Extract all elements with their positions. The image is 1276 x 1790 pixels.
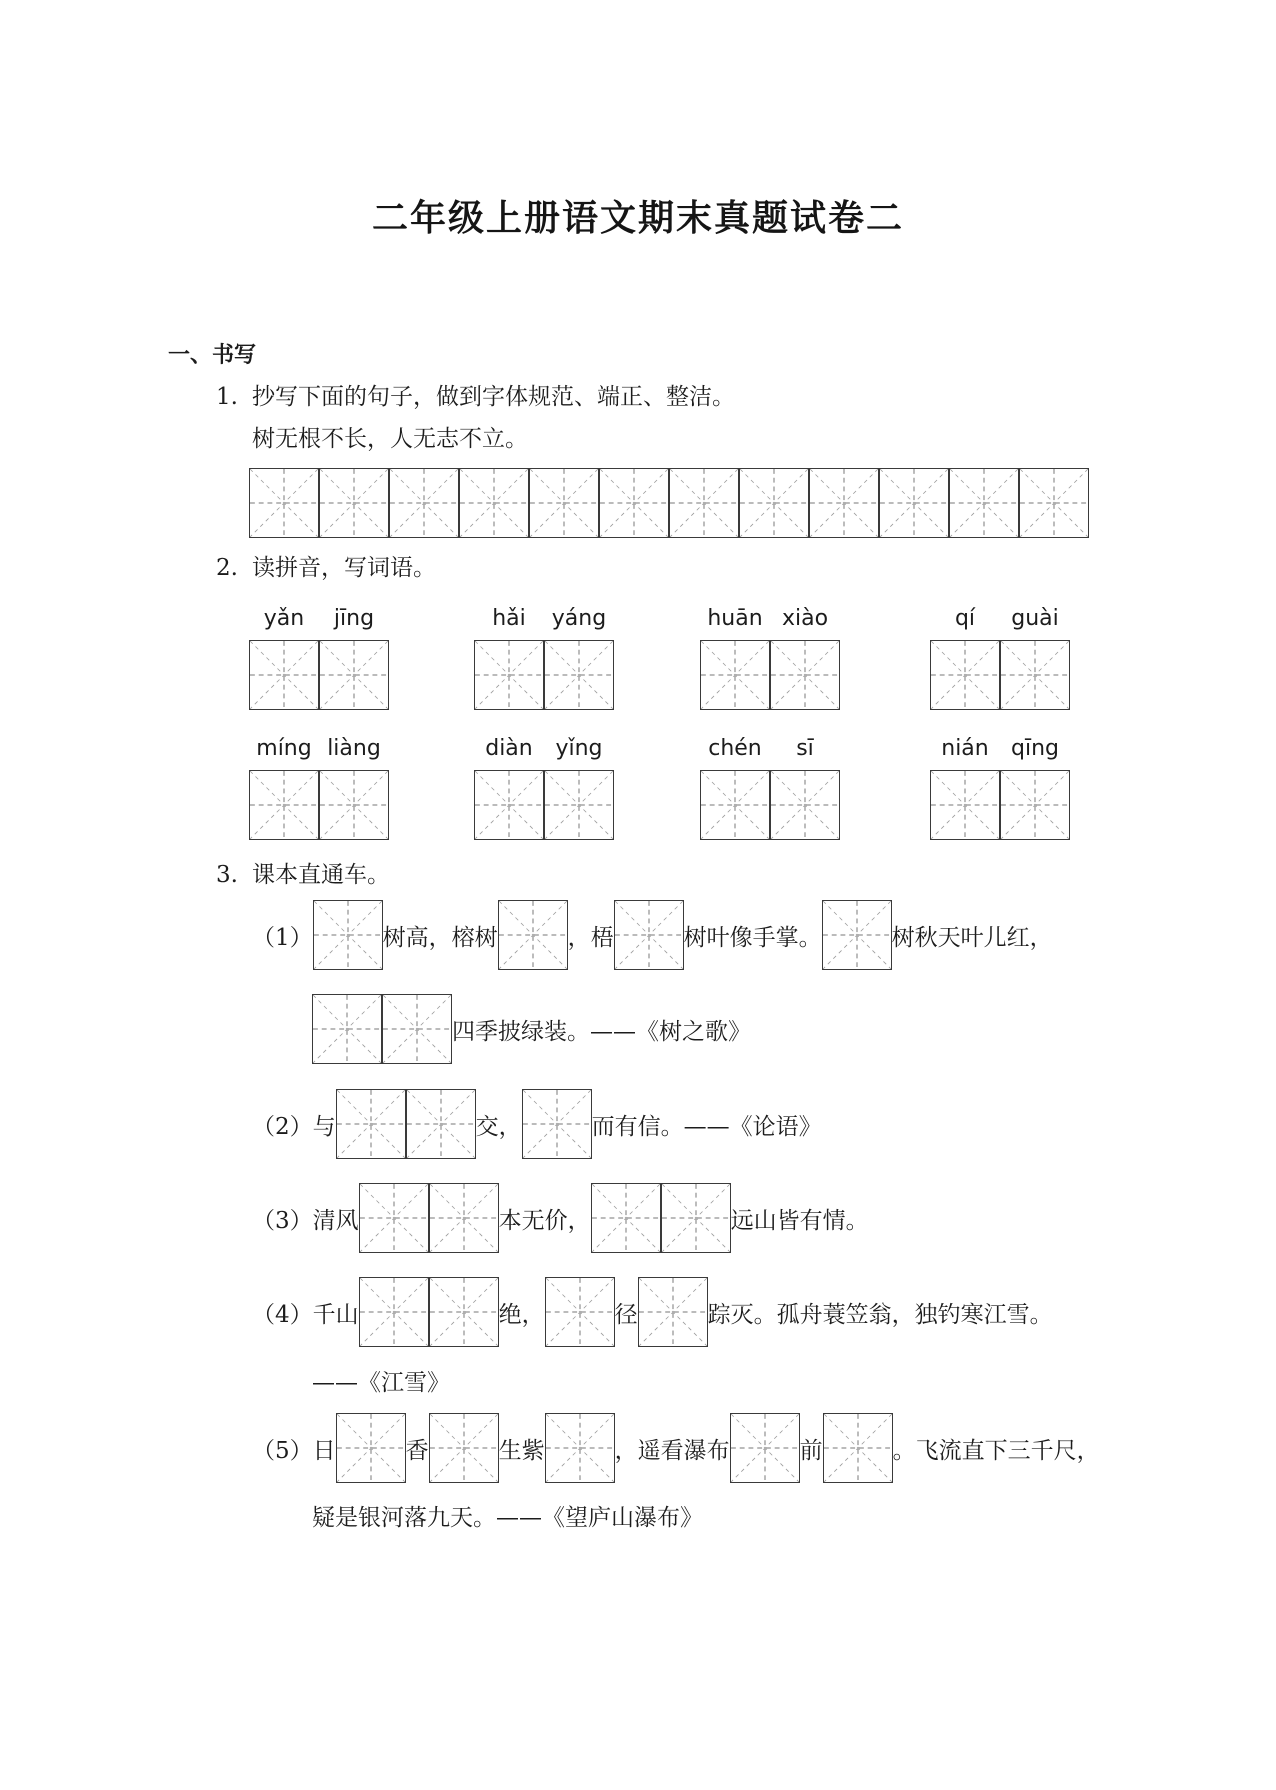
answer-box[interactable]	[545, 1413, 615, 1483]
answer-box[interactable]	[336, 1089, 406, 1159]
q3-instruction: 课本直通车。	[252, 862, 390, 888]
answer-box[interactable]	[823, 1413, 893, 1483]
q3-item-3-text-3: 远山皆有情。	[730, 1207, 869, 1234]
answer-box[interactable]	[522, 1089, 592, 1159]
pinyin-syllable: míng	[256, 736, 312, 761]
copy-box[interactable]	[319, 468, 389, 538]
q3-item-5-text-3: 生紫	[498, 1437, 545, 1464]
grid-guide-icon	[592, 1184, 660, 1252]
q1-number: 1.	[216, 384, 238, 410]
q3-item-4-text-2: 绝，	[498, 1301, 545, 1328]
grid-guide-icon	[383, 995, 451, 1063]
grid-guide-icon	[320, 771, 388, 839]
word-answer-box[interactable]	[770, 640, 840, 710]
q3-item-2-label: （2）	[252, 1113, 313, 1140]
grid-guide-icon	[701, 641, 769, 709]
grid-guide-icon	[931, 771, 999, 839]
pinyin-syllable: hǎi	[492, 606, 526, 631]
q3-item-4-text-1: 千山	[312, 1301, 359, 1328]
grid-guide-icon	[430, 1184, 498, 1252]
copy-box[interactable]	[529, 468, 599, 538]
grid-guide-icon	[600, 469, 668, 537]
grid-guide-icon	[390, 469, 458, 537]
q3-item-5-text-6: 。飞流直下三千尺，	[892, 1437, 1100, 1464]
q3-item-5	[252, 1412, 1100, 1484]
pinyin-syllable: huān	[707, 606, 763, 631]
word-answer-box[interactable]	[249, 640, 319, 710]
grid-guide-icon	[662, 1184, 730, 1252]
grid-guide-icon	[460, 469, 528, 537]
copy-box[interactable]	[599, 468, 669, 538]
grid-guide-icon	[313, 995, 381, 1063]
grid-guide-icon	[360, 1184, 428, 1252]
grid-guide-icon	[771, 771, 839, 839]
copy-box[interactable]	[389, 468, 459, 538]
grid-guide-icon	[546, 1414, 614, 1482]
q3-item-4-source: ——《江雪》	[312, 1370, 450, 1396]
answer-box[interactable]	[382, 994, 452, 1064]
q3-number: 3.	[216, 862, 238, 888]
q3-item-2	[252, 1088, 822, 1160]
q3-item-1-text-1: 树高，榕树	[382, 924, 498, 951]
grid-guide-icon	[320, 469, 388, 537]
grid-guide-icon	[615, 901, 683, 969]
word-answer-box[interactable]	[544, 770, 614, 840]
grid-guide-icon	[320, 641, 388, 709]
grid-guide-icon	[475, 641, 543, 709]
word-answer-box[interactable]	[1000, 770, 1070, 840]
grid-guide-icon	[360, 1278, 428, 1346]
pinyin-syllable: yǎn	[263, 606, 305, 631]
answer-box[interactable]	[312, 994, 382, 1064]
pinyin-syllable: guài	[1011, 606, 1059, 631]
q2-instruction: 读拼音，写词语。	[252, 555, 436, 581]
answer-box[interactable]	[359, 1183, 429, 1253]
pinyin-syllable: liàng	[327, 736, 381, 761]
answer-box[interactable]	[429, 1277, 499, 1347]
q3-item-3-text-2: 本无价，	[498, 1207, 591, 1234]
copy-box[interactable]	[879, 468, 949, 538]
q3-item-5-text-1: 日	[312, 1437, 336, 1464]
q3-item-4-label: （4）	[252, 1301, 313, 1328]
grid-guide-icon	[250, 641, 318, 709]
copy-box[interactable]	[739, 468, 809, 538]
q3-item-5-text-2: 香	[405, 1437, 429, 1464]
answer-box[interactable]	[591, 1183, 661, 1253]
copy-box[interactable]	[459, 468, 529, 538]
answer-box[interactable]	[406, 1089, 476, 1159]
grid-guide-icon	[337, 1414, 405, 1482]
answer-box[interactable]	[336, 1413, 406, 1483]
grid-guide-icon	[731, 1414, 799, 1482]
grid-guide-icon	[810, 469, 878, 537]
word-answer-box[interactable]	[474, 640, 544, 710]
grid-guide-icon	[337, 1090, 405, 1158]
q3-item-1-text-4: 树秋天叶儿红，	[891, 924, 1053, 951]
grid-guide-icon	[530, 469, 598, 537]
word-answer-box[interactable]	[319, 770, 389, 840]
q3-item-1-line2	[312, 993, 751, 1065]
answer-box[interactable]	[661, 1183, 731, 1253]
copy-box[interactable]	[809, 468, 879, 538]
q2-number: 2.	[216, 555, 238, 581]
grid-guide-icon	[250, 469, 318, 537]
word-answer-box[interactable]	[1000, 640, 1070, 710]
word-answer-box[interactable]	[930, 640, 1000, 710]
page-title: 二年级上册语文期末真题试卷二	[371, 198, 904, 239]
q3-item-1-label: （1）	[252, 924, 313, 951]
q3-item-3	[252, 1182, 869, 1254]
word-answer-box[interactable]	[249, 770, 319, 840]
grid-guide-icon	[950, 469, 1018, 537]
word-answer-box[interactable]	[700, 640, 770, 710]
answer-box[interactable]	[313, 900, 383, 970]
pinyin-syllable: yǐng	[555, 736, 603, 761]
q3-item-4	[252, 1276, 1053, 1348]
answer-box[interactable]	[730, 1413, 800, 1483]
word-answer-box[interactable]	[319, 640, 389, 710]
grid-guide-icon	[670, 469, 738, 537]
grid-guide-icon	[499, 901, 567, 969]
q3-item-2-text-3: 而有信。——《论语》	[591, 1113, 822, 1140]
grid-guide-icon	[824, 1414, 892, 1482]
answer-box[interactable]	[638, 1277, 708, 1347]
q3-item-1	[252, 899, 1053, 971]
grid-guide-icon	[880, 469, 948, 537]
pinyin-syllable: diàn	[485, 736, 533, 761]
word-answer-box[interactable]	[544, 640, 614, 710]
grid-guide-icon	[1001, 771, 1069, 839]
q3-item-3-text-1: 清风	[312, 1207, 359, 1234]
copy-box[interactable]	[669, 468, 739, 538]
grid-guide-icon	[1020, 469, 1088, 537]
answer-box[interactable]	[359, 1277, 429, 1347]
q3-item-2-text-2: 交，	[475, 1113, 522, 1140]
q3-item-3-label: （3）	[252, 1207, 313, 1234]
pinyin-syllable: chén	[708, 736, 762, 761]
answer-box[interactable]	[429, 1183, 499, 1253]
copy-box[interactable]	[949, 468, 1019, 538]
word-answer-box[interactable]	[474, 770, 544, 840]
answer-box[interactable]	[498, 900, 568, 970]
answer-box[interactable]	[614, 900, 684, 970]
grid-guide-icon	[475, 771, 543, 839]
q3-item-1-text-5: 四季披绿装。——《树之歌》	[452, 1018, 751, 1045]
grid-guide-icon	[931, 641, 999, 709]
pinyin-syllable: qí	[954, 606, 976, 631]
q3-item-5-label: （5）	[252, 1437, 313, 1464]
answer-box[interactable]	[429, 1413, 499, 1483]
grid-guide-icon	[546, 1278, 614, 1346]
q1-sentence: 树无根不长，人无志不立。	[252, 426, 528, 452]
copy-box[interactable]	[249, 468, 319, 538]
q1-instruction: 抄写下面的句子，做到字体规范、端正、整洁。	[252, 384, 735, 410]
grid-guide-icon	[639, 1278, 707, 1346]
q3-item-1-text-2: ，梧	[567, 924, 614, 951]
pinyin-syllable: yáng	[551, 606, 607, 631]
q3-item-4-text-4: 踪灭。孤舟蓑笠翁，独钓寒江雪。	[707, 1301, 1053, 1328]
grid-guide-icon	[701, 771, 769, 839]
word-answer-box[interactable]	[700, 770, 770, 840]
q3-item-4-text-3: 径	[614, 1301, 638, 1328]
pinyin-syllable: qīng	[1011, 736, 1059, 761]
answer-box[interactable]	[822, 900, 892, 970]
q3-item-5-text-5: 前	[799, 1437, 823, 1464]
grid-guide-icon	[407, 1090, 475, 1158]
grid-guide-icon	[430, 1278, 498, 1346]
grid-guide-icon	[823, 901, 891, 969]
grid-guide-icon	[523, 1090, 591, 1158]
grid-guide-icon	[1001, 641, 1069, 709]
grid-guide-icon	[740, 469, 808, 537]
grid-guide-icon	[771, 641, 839, 709]
q3-item-1-text-3: 树叶像手掌。	[683, 924, 822, 951]
grid-guide-icon	[250, 771, 318, 839]
q3-item-5-text-4: ，遥看瀑布	[614, 1437, 730, 1464]
grid-guide-icon	[314, 901, 382, 969]
pinyin-syllable: nián	[941, 736, 989, 761]
grid-guide-icon	[430, 1414, 498, 1482]
pinyin-syllable: sī	[796, 736, 814, 761]
q3-item-2-text-1: 与	[312, 1113, 336, 1140]
grid-guide-icon	[545, 641, 613, 709]
pinyin-syllable: xiào	[781, 606, 829, 631]
word-answer-box[interactable]	[770, 770, 840, 840]
q3-item-5-source: 疑是银河落九天。——《望庐山瀑布》	[312, 1505, 703, 1531]
copy-box[interactable]	[1019, 468, 1089, 538]
word-answer-box[interactable]	[930, 770, 1000, 840]
pinyin-syllable: jīng	[333, 606, 375, 631]
section-heading: 一、书写	[168, 343, 257, 368]
answer-box[interactable]	[545, 1277, 615, 1347]
grid-guide-icon	[545, 771, 613, 839]
